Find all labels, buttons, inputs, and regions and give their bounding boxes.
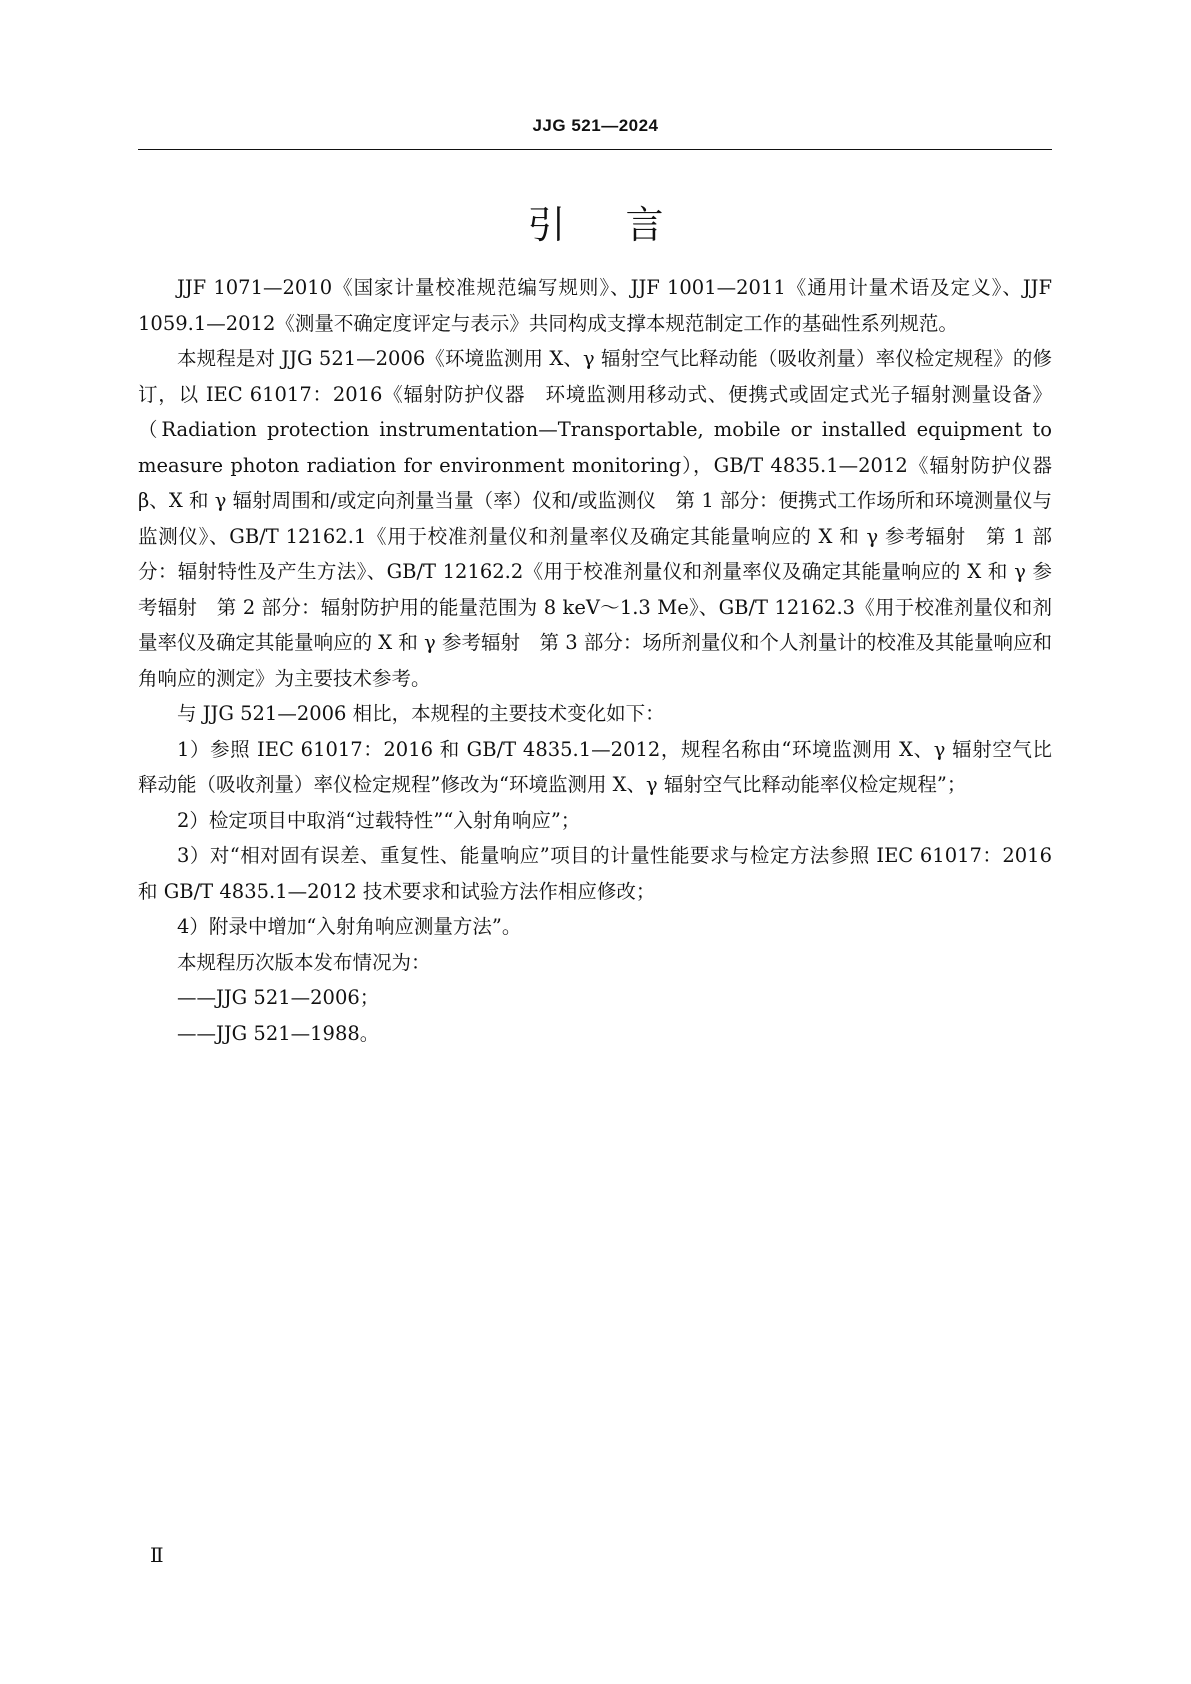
page-number: Ⅱ xyxy=(150,1545,164,1567)
list-item-history-1988: ——JJG 521—1988。 xyxy=(177,1021,380,1045)
document-body xyxy=(138,270,1052,1051)
list-item-change-3: 3）对“相对固有误差、重复性、能量响应”项目的计量性能要求与检定方法参照 IEC 61017：2016 和 GB/T 4835.1—2012 技术要求和试验方法作相应修改； xyxy=(138,844,1052,903)
paragraph-history-intro: 本规程历次版本发布情况为： xyxy=(177,950,431,974)
list-item-history-2006: ——JJG 521—2006； xyxy=(177,986,380,1009)
list-item-change-2: 2）检定项目中取消“过载特性”“入射角响应”； xyxy=(177,808,581,832)
paragraph-revision-references: 本规程是对 JJG 521—2006《环境监测用 X、γ 辐射空气比释动能（吸收剂量）率仪检定规程》的修订，以 IEC 61017：2016《辐射防护仪器 环境监测用移动式、便携式或固定式光子辐射测量设备》（Radiation protection instrumentation—Transportable, mobile or installed equipment to measure photon radiation for environment monitoring），GB/T 4835.1—2012《辐射防护仪器 β、X 和 γ 辐射周围和/或定向剂量当量（率）仪和/或监测仪 第 1 部分：便携式工作场所和环境测量仪与监测仪》、GB/T 12162.1《用于校准剂量仪和剂量率仪及确定其能量响应的 X 和 γ 参考辐射 第 1 部分：辐射特性及产生方法》、GB/T 12162.2《用于校准剂量仪和剂量率仪及确定其能量响应的 X 和 γ 参考辐射 第 2 部分：辐射防护用的能量范围为 8 keV～1.3 Me》、GB/T 12162.3《用于校准剂量仪和剂量率仪及确定其能量响应的 X 和 γ 参考辐射 第 3 部分：场所剂量仪和个人剂量计的校准及其能量响应和角响应的测定》为主要技术参考。 xyxy=(138,347,1052,690)
list-item-change-1: 1）参照 IEC 61017：2016 和 GB/T 4835.1—2012，规程名称由“环境监测用 X、γ 辐射空气比释动能（吸收剂量）率仪检定规程”修改为“环境监测用 X、γ 辐射空气比释动能率仪检定规程”； xyxy=(138,737,1052,796)
header-divider xyxy=(138,149,1052,150)
standard-code: JJG 521—2024 xyxy=(532,116,659,135)
page-title: 引言 xyxy=(527,203,724,247)
paragraph-foundation-specs: JJF 1071—2010《国家计量校准规范编写规则》、JJF 1001—2011《通用计量术语及定义》、JJF 1059.1—2012《测量不确定度评定与表示》共同构成支撑本规范制定工作的基础性系列规范。 xyxy=(138,276,1052,335)
list-item-change-4: 4）附录中增加“入射角响应测量方法”。 xyxy=(177,915,522,938)
paragraph-changes-intro: 与 JJG 521—2006 相比，本规程的主要技术变化如下： xyxy=(177,702,665,725)
